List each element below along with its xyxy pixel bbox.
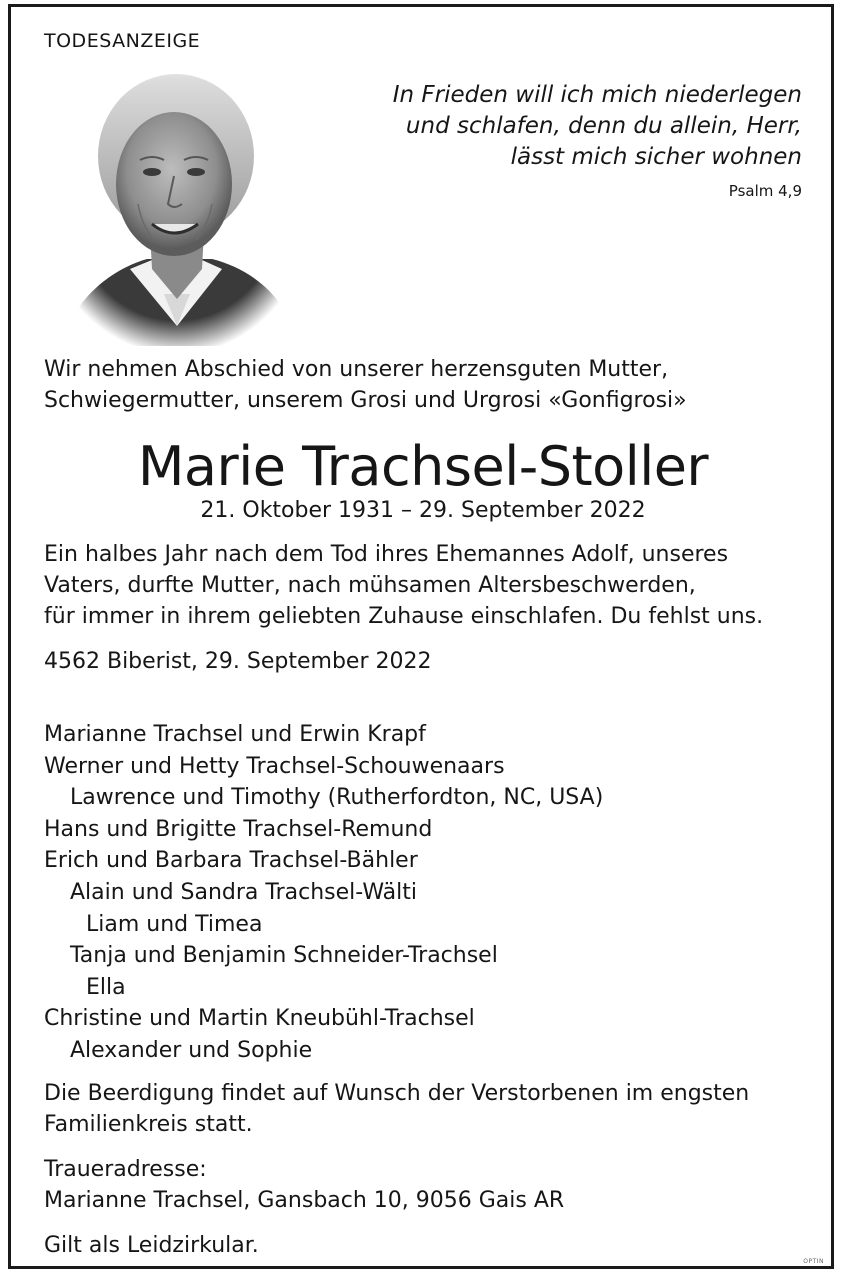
bible-verse [393,80,802,173]
family-member: Werner und Hetty Trachsel-Schouwenaars [44,753,505,779]
verse-line: und schlafen, denn du allein, Herr, [405,113,802,139]
closing-note: Gilt als Leidzirkular. [44,1233,259,1258]
mourning-address [44,1154,564,1216]
story-line: Ein halbes Jahr nach dem Tod ihres Ehemannes Adolf, unseres [44,542,729,567]
story-line: für immer in ihrem geliebten Zuhause einschlafen. Du fehlst uns. [44,604,764,629]
verse-source: Psalm 4,9 [728,182,802,200]
family-member: Marianne Trachsel und Erwin Krapf [44,722,426,747]
address-value: Marianne Trachsel, Gansbach 10, 9056 Gais AR [44,1188,565,1213]
verse-line: In Frieden will ich mich niederlegen [392,82,802,108]
place-date: 4562 Biberist, 29. September 2022 [44,649,432,674]
portrait-photo [52,64,302,346]
family-member: Alexander und Sophie [70,1037,313,1063]
intro-line: Wir nehmen Abschied von unserer herzensguten Mutter, [44,357,669,382]
family-member: Hans und Brigitte Trachsel-Remund [44,816,433,842]
family-member: Christine und Martin Kneubühl-Trachsel [44,1006,475,1032]
notice-kicker: TODESANZEIGE [44,30,201,52]
family-member: Alain und Sandra Trachsel-Wälti [70,879,418,905]
deceased-name: Marie Trachsel-Stoller [137,435,709,498]
family-list [44,719,603,1067]
intro-line: Schwiegermutter, unserem Grosi und Urgrosi «Gonfigrosi» [44,388,687,413]
family-member: Liam und Timea [86,911,263,937]
address-label: Traueradresse: [44,1157,207,1182]
funeral-note [44,1078,749,1140]
family-member: Ella [86,974,126,1000]
life-dates: 21. Oktober 1931 – 29. September 2022 [200,498,646,523]
family-member: Erich und Barbara Trachsel-Bähler [44,848,418,874]
verse-line: lässt mich sicher wohnen [510,144,802,170]
story-text [44,539,763,632]
intro-text [44,354,687,416]
funeral-line: Die Beerdigung findet auf Wunsch der Verstorbenen im engsten [44,1081,750,1106]
footer-code: OPTIN [803,1258,824,1265]
funeral-line: Familienkreis statt. [44,1112,253,1137]
family-member: Tanja und Benjamin Schneider-Trachsel [70,943,498,969]
story-line: Vaters, durfte Mutter, nach mühsamen Altersbeschwerden, [44,573,696,598]
family-member: Lawrence und Timothy (Rutherfordton, NC, USA) [70,785,604,811]
